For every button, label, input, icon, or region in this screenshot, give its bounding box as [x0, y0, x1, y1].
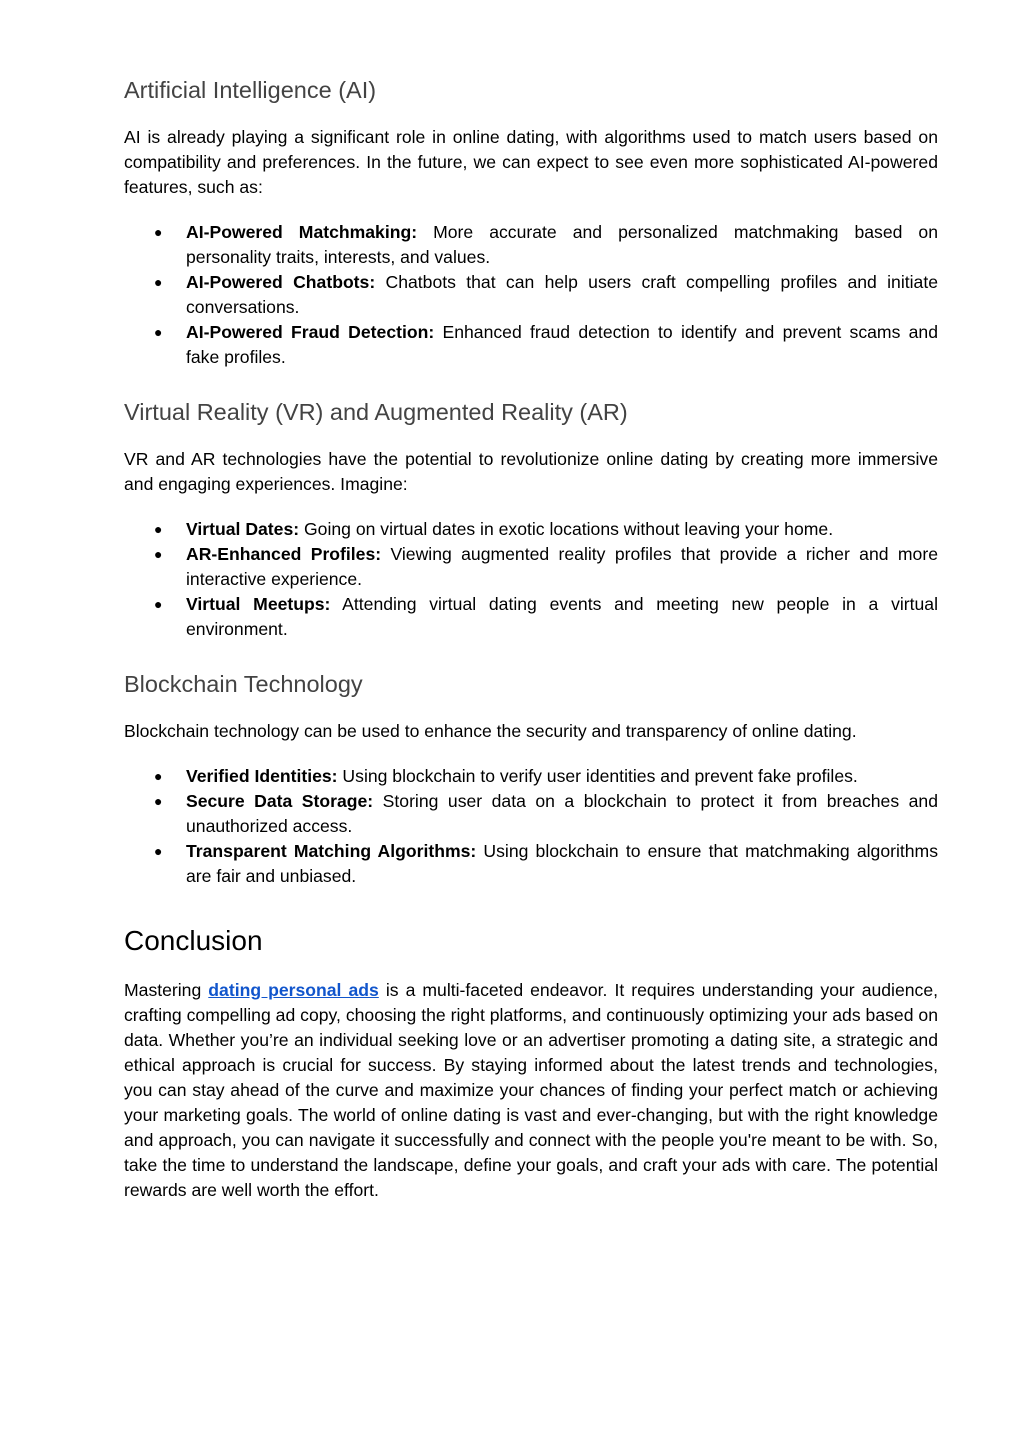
bullet-term: AI-Powered Fraud Detection:	[186, 322, 435, 342]
bullet-text: Using blockchain to verify user identities and prevent fake profiles.	[337, 766, 858, 786]
section-heading-blockchain: Blockchain Technology	[124, 671, 363, 697]
section-intro-blockchain: Blockchain technology can be used to enhance the security and transparency of online dating.	[124, 721, 857, 741]
bullet-term: AI-Powered Matchmaking:	[186, 222, 418, 242]
bullet-text: Using blockchain to ensure that matchmaking algorithms are fair and unbiased.	[186, 841, 938, 886]
bullet-icon: ●	[154, 521, 163, 537]
bullet-icon: ●	[154, 224, 163, 240]
bullet-text: Attending virtual dating events and meeting new people in a virtual environment.	[186, 594, 938, 639]
bullet-icon: ●	[154, 324, 163, 340]
bullet-term: AR-Enhanced Profiles:	[186, 544, 382, 564]
bullet-term: Virtual Dates:	[186, 519, 300, 539]
conclusion-heading: Conclusion	[124, 925, 263, 956]
list-item	[124, 592, 938, 642]
bullet-icon: ●	[154, 274, 163, 290]
list-item	[124, 270, 938, 320]
bullet-icon: ●	[154, 596, 163, 612]
list-item	[124, 789, 938, 839]
bullet-text: Going on virtual dates in exotic locations without leaving your home.	[299, 519, 834, 539]
bullet-term: Virtual Meetups:	[186, 594, 331, 614]
bullet-term: Verified Identities:	[186, 766, 338, 786]
bullet-list-ai	[124, 220, 938, 370]
bullet-text: Chatbots that can help users craft compelling profiles and initiate conversations.	[186, 272, 939, 317]
bullet-icon: ●	[154, 793, 163, 809]
section-intro-vr-ar: VR and AR technologies have the potential to revolutionize online dating by creating more immersive and engaging experiences. Imagine:	[124, 449, 938, 494]
bullet-text: Enhanced fraud detection to identify and prevent scams and fake profiles.	[186, 322, 939, 367]
bullet-term: Secure Data Storage:	[186, 791, 374, 811]
section-intro-ai: AI is already playing a significant role in online dating, with algorithms used to match users based on compatibility and preferences. In the future, we can expect to see even more sophisticated AI-powered features, such as:	[124, 127, 938, 197]
list-item	[124, 764, 938, 789]
dating-personal-ads-link[interactable]: dating personal ads	[208, 980, 379, 1000]
bullet-icon: ●	[154, 546, 163, 562]
conclusion-lead: Mastering	[124, 980, 209, 1000]
bullet-list-blockchain	[124, 764, 938, 889]
list-item	[124, 839, 938, 889]
bullet-list-vr-ar	[124, 517, 938, 642]
list-item	[124, 517, 938, 542]
bullet-term: Transparent Matching Algorithms:	[186, 841, 477, 861]
bullet-text: More accurate and personalized matchmaking based on personality traits, interests, and values.	[186, 222, 938, 267]
section-heading-ai: Artificial Intelligence (AI)	[124, 77, 377, 103]
conclusion-body: is a multi-faceted endeavor. It requires understanding your audience, crafting compelling ad copy, choosing the right platforms, and continuously optimizing your ads based on data. Whether you’re an individual seeking love or an advertiser promoting a dating site, a strategic and ethical approach is crucial for success. By staying informed about the latest trends and technologies, you can stay ahead of the curve and maximize your chances of finding your perfect match or achieving your marketing goals. The world of online dating is vast and ever-changing, but with the right knowledge and approach, you can navigate it successfully and connect with the people you're meant to be with. So, take the time to understand the landscape, define your goals, and craft your ads with care. The potential rewards are well worth the effort.	[124, 980, 938, 1200]
list-item	[124, 320, 938, 370]
conclusion-paragraph	[124, 978, 938, 1203]
section-heading-vr-ar: Virtual Reality (VR) and Augmented Reality (AR)	[124, 399, 628, 425]
bullet-icon: ●	[154, 843, 163, 859]
bullet-text: Storing user data on a blockchain to protect it from breaches and unauthorized access.	[186, 791, 938, 836]
list-item	[124, 542, 938, 592]
bullet-term: AI-Powered Chatbots:	[186, 272, 376, 292]
document-page	[124, 70, 938, 1203]
bullet-text: Viewing augmented reality profiles that provide a richer and more interactive experience.	[186, 544, 938, 589]
bullet-icon: ●	[154, 768, 163, 784]
list-item	[124, 220, 938, 270]
